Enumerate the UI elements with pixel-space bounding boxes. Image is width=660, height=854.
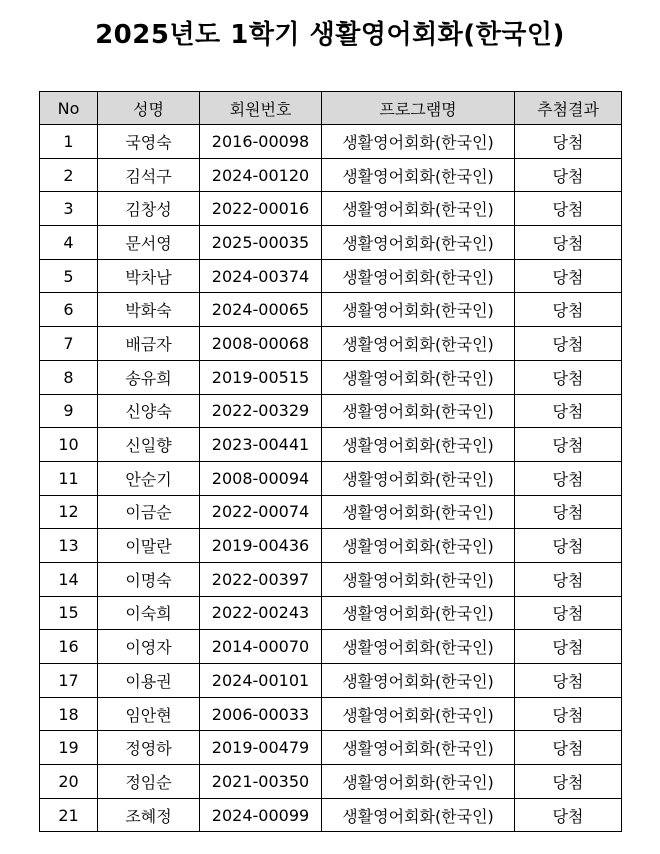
cell-no: 15 [40,596,98,630]
cell-result: 당첨 [515,697,622,731]
cell-name: 정임순 [98,765,200,799]
cell-name: 임안현 [98,697,200,731]
cell-name: 국영숙 [98,125,200,159]
cell-no: 16 [40,630,98,664]
cell-result: 당첨 [515,158,622,192]
cell-member-id: 2006-00033 [200,697,322,731]
table-row [40,158,622,192]
cell-no: 8 [40,360,98,394]
cell-member-id: 2019-00479 [200,731,322,765]
cell-program: 생활영어회화(한국인) [322,529,515,563]
cell-name: 이금순 [98,495,200,529]
cell-no: 7 [40,327,98,361]
header-program: 프로그램명 [322,92,515,125]
cell-member-id: 2022-00016 [200,192,322,226]
cell-result: 당첨 [515,596,622,630]
cell-result: 당첨 [515,226,622,260]
cell-program: 생활영어회화(한국인) [322,596,515,630]
table-row [40,360,622,394]
table-body [40,125,622,832]
cell-program: 생활영어회화(한국인) [322,664,515,698]
cell-program: 생활영어회화(한국인) [322,158,515,192]
cell-name: 박화숙 [98,293,200,327]
cell-no: 10 [40,428,98,462]
table-row [40,697,622,731]
table-row [40,125,622,159]
cell-result: 당첨 [515,327,622,361]
cell-no: 14 [40,562,98,596]
cell-member-id: 2022-00243 [200,596,322,630]
table-row [40,765,622,799]
table-row [40,461,622,495]
table-row [40,428,622,462]
cell-name: 송유희 [98,360,200,394]
cell-result: 당첨 [515,192,622,226]
cell-name: 이말란 [98,529,200,563]
cell-member-id: 2014-00070 [200,630,322,664]
table-row [40,226,622,260]
cell-member-id: 2024-00120 [200,158,322,192]
cell-no: 3 [40,192,98,226]
cell-program: 생활영어회화(한국인) [322,461,515,495]
cell-no: 6 [40,293,98,327]
table-row [40,664,622,698]
cell-name: 신양숙 [98,394,200,428]
cell-no: 4 [40,226,98,260]
cell-no: 17 [40,664,98,698]
cell-result: 당첨 [515,293,622,327]
cell-name: 이숙희 [98,596,200,630]
cell-no: 19 [40,731,98,765]
table-row [40,562,622,596]
cell-member-id: 2024-00099 [200,798,322,832]
cell-member-id: 2016-00098 [200,125,322,159]
cell-member-id: 2008-00068 [200,327,322,361]
header-result: 추첨결과 [515,92,622,125]
cell-program: 생활영어회화(한국인) [322,765,515,799]
cell-no: 12 [40,495,98,529]
cell-result: 당첨 [515,529,622,563]
cell-result: 당첨 [515,461,622,495]
cell-name: 신일향 [98,428,200,462]
table-row [40,529,622,563]
header-no: No [40,92,98,125]
cell-member-id: 2023-00441 [200,428,322,462]
cell-member-id: 2021-00350 [200,765,322,799]
cell-program: 생활영어회화(한국인) [322,562,515,596]
cell-result: 당첨 [515,562,622,596]
header-member-id: 회원번호 [200,92,322,125]
table-row [40,293,622,327]
cell-program: 생활영어회화(한국인) [322,798,515,832]
cell-program: 생활영어회화(한국인) [322,394,515,428]
cell-program: 생활영어회화(한국인) [322,630,515,664]
table-row [40,630,622,664]
cell-result: 당첨 [515,731,622,765]
cell-program: 생활영어회화(한국인) [322,226,515,260]
cell-name: 박차남 [98,259,200,293]
table-row [40,259,622,293]
cell-name: 정영하 [98,731,200,765]
cell-program: 생활영어회화(한국인) [322,360,515,394]
cell-program: 생활영어회화(한국인) [322,495,515,529]
cell-program: 생활영어회화(한국인) [322,125,515,159]
cell-name: 배금자 [98,327,200,361]
cell-program: 생활영어회화(한국인) [322,327,515,361]
cell-member-id: 2019-00436 [200,529,322,563]
cell-member-id: 2025-00035 [200,226,322,260]
cell-member-id: 2024-00065 [200,293,322,327]
cell-result: 당첨 [515,428,622,462]
cell-no: 13 [40,529,98,563]
cell-result: 당첨 [515,664,622,698]
cell-program: 생활영어회화(한국인) [322,293,515,327]
cell-name: 김석구 [98,158,200,192]
cell-no: 2 [40,158,98,192]
page-title: 2025년도 1학기 생활영어회화(한국인) [95,20,565,50]
table-row [40,731,622,765]
cell-program: 생활영어회화(한국인) [322,731,515,765]
cell-member-id: 2024-00101 [200,664,322,698]
cell-member-id: 2019-00515 [200,360,322,394]
cell-result: 당첨 [515,765,622,799]
cell-name: 이영자 [98,630,200,664]
cell-program: 생활영어회화(한국인) [322,192,515,226]
cell-name: 김창성 [98,192,200,226]
table-row [40,394,622,428]
cell-member-id: 2022-00397 [200,562,322,596]
cell-member-id: 2024-00374 [200,259,322,293]
cell-no: 21 [40,798,98,832]
cell-no: 1 [40,125,98,159]
table-row [40,327,622,361]
cell-program: 생활영어회화(한국인) [322,697,515,731]
cell-no: 5 [40,259,98,293]
header-name: 성명 [98,92,200,125]
cell-program: 생활영어회화(한국인) [322,259,515,293]
cell-name: 문서영 [98,226,200,260]
cell-no: 9 [40,394,98,428]
cell-name: 조혜정 [98,798,200,832]
cell-result: 당첨 [515,125,622,159]
table-header-row [40,92,622,125]
cell-no: 18 [40,697,98,731]
cell-result: 당첨 [515,259,622,293]
cell-no: 20 [40,765,98,799]
cell-result: 당첨 [515,360,622,394]
table-row [40,798,622,832]
cell-result: 당첨 [515,495,622,529]
cell-program: 생활영어회화(한국인) [322,428,515,462]
table-row [40,596,622,630]
cell-member-id: 2022-00074 [200,495,322,529]
table-row [40,192,622,226]
cell-name: 이명숙 [98,562,200,596]
cell-result: 당첨 [515,394,622,428]
cell-result: 당첨 [515,798,622,832]
cell-result: 당첨 [515,630,622,664]
cell-name: 안순기 [98,461,200,495]
cell-member-id: 2008-00094 [200,461,322,495]
table-row [40,495,622,529]
cell-member-id: 2022-00329 [200,394,322,428]
cell-name: 이용권 [98,664,200,698]
lottery-results-table [39,91,622,832]
cell-no: 11 [40,461,98,495]
